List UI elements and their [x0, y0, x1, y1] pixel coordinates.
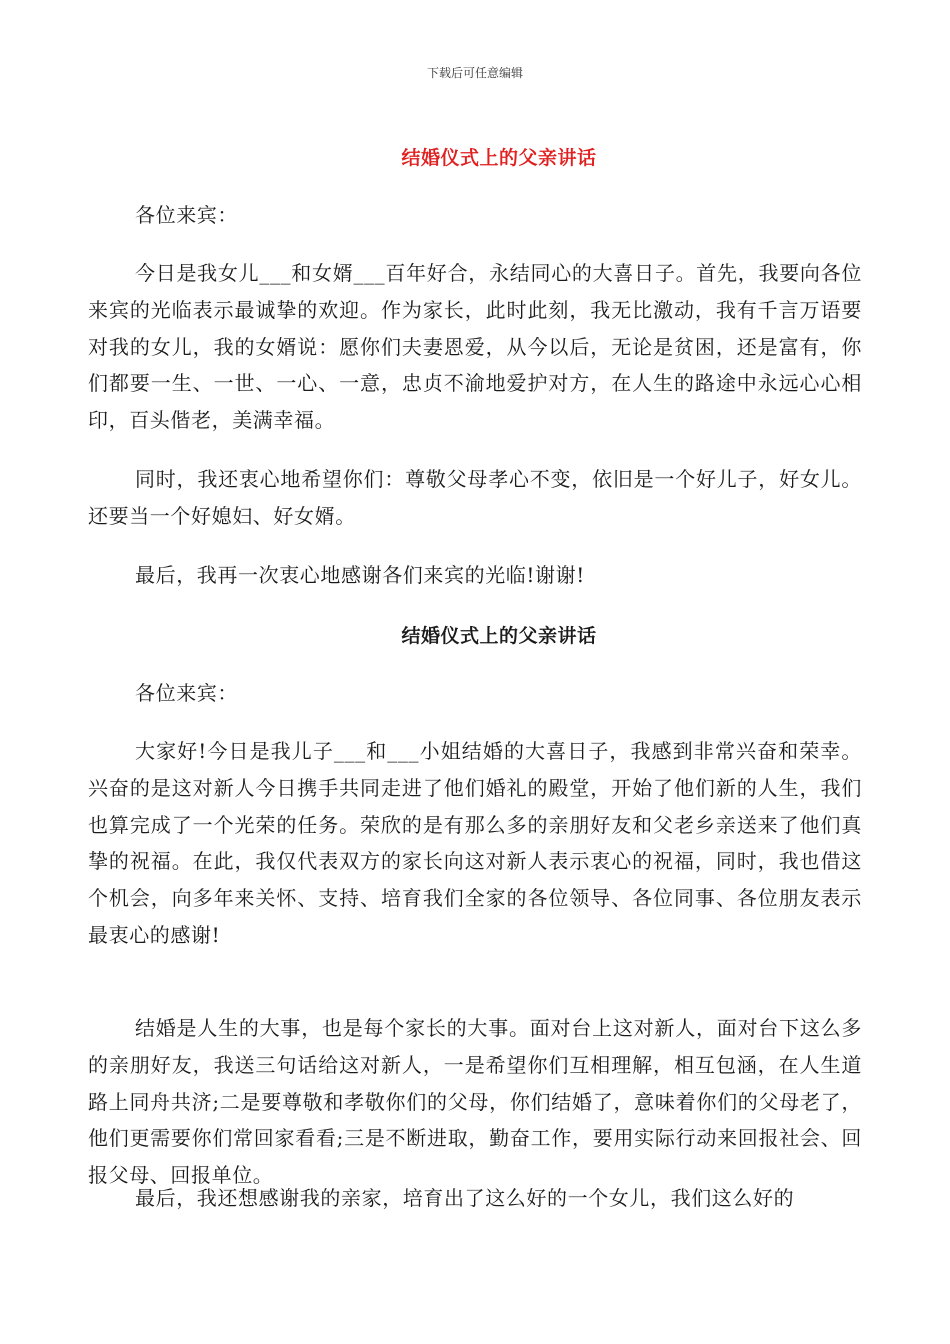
speech1-paragraph-3: 最后，我再一次衷心地感谢各们来宾的光临!谢谢!: [135, 563, 585, 587]
speech2-paragraph-2: 结婚是人生的大事，也是每个家长的大事。面对台上这对新人，面对台下这么多的亲朋好友，我送三句话给这对新人，一是希望你们互相理解，相互包涵，在人生道路上同舟共济;二是要尊敬和孝敬你们的父母，你们结婚了，意味着你们的父母老了，他们更需要你们常回家看看;三是不断进取，勤奋工作，要用实际行动来回报社会、回报父母、回报单位。: [88, 1016, 862, 1188]
speech2-paragraph-3: 最后，我还想感谢我的亲家，培育出了这么好的一个女儿，我们这么好的: [135, 1186, 795, 1210]
speech1-salutation: 各位来宾：: [135, 203, 238, 227]
speech1-title: 结婚仪式上的父亲讲话: [401, 147, 597, 169]
header-note: 下载后可任意编辑: [426, 66, 523, 80]
speech2-title: 结婚仪式上的父亲讲话: [401, 625, 597, 647]
speech1-paragraph-1: 今日是我女儿___和女婿___百年好合，永结同心的大喜日子。首先，我要向各位来宾的光临表示最诚挚的欢迎。作为家长，此时此刻，我无比激动，我有千言万语要对我的女儿，我的女婿说：愿你们夫妻恩爱，从今以后，无论是贫困，还是富有，你们都要一生、一世、一心、一意，忠贞不渝地爱护对方，在人生的路途中永远心心相印，百头偕老，美满幸福。: [88, 261, 862, 433]
speech1-paragraph-2: 同时，我还衷心地希望你们：尊敬父母孝心不变，依旧是一个好儿子，好女儿。还要当一个好媳妇、好女婿。: [88, 467, 862, 528]
speech2-salutation: 各位来宾：: [135, 681, 238, 705]
speech2-paragraph-1: 大家好!今日是我儿子___和___小姐结婚的大喜日子，我感到非常兴奋和荣幸。兴奋的是这对新人今日携手共同走进了他们婚礼的殿堂，开始了他们新的人生，我们也算完成了一个光荣的任务。荣欣的是有那么多的亲朋好友和父老乡亲送来了他们真挚的祝福。在此，我仅代表双方的家长向这对新人表示衷心的祝福，同时，我也借这个机会，向多年来关怀、支持、培育我们全家的各位领导、各位同事、各位朋友表示最衷心的感谢!: [88, 739, 862, 947]
